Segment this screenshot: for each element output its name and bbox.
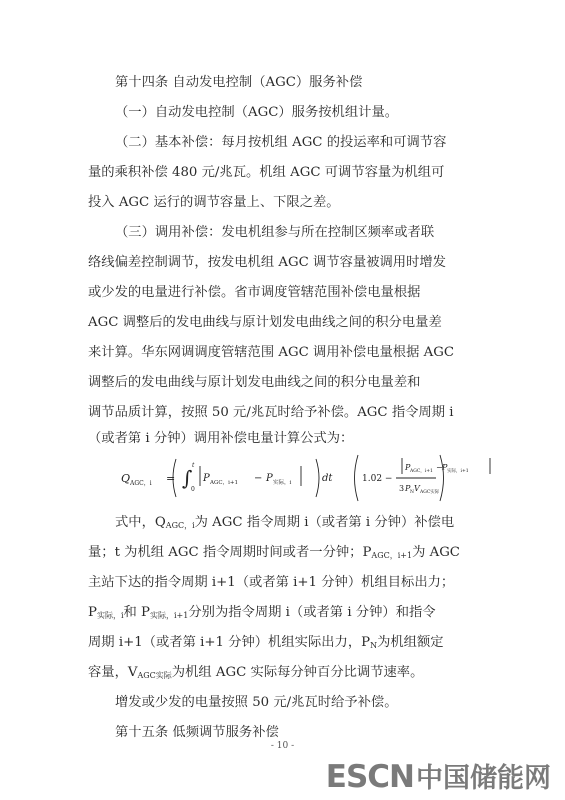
formula-denominator-three: 3	[399, 484, 405, 493]
formula-integral-sign: ∫	[182, 466, 193, 490]
explanation-line-3: 主站下达的指令周期 i+1（或者第 i+1 分钟）机组目标出力；	[88, 575, 455, 590]
formula-p-actual-subscript: 实际，i	[273, 480, 292, 486]
formula-num-p-agc: P	[405, 463, 411, 472]
explanation-line-1	[115, 513, 515, 536]
explanation-line-6-subscript: AGC实际	[137, 671, 172, 680]
article-14-item-3-line-3: 或少发的电量进行补偿。省市调度管辖范围补偿电量根据	[88, 285, 421, 300]
explanation-line-4-subscript-1: 实际，i	[96, 611, 124, 620]
explanation-line-2-text-a: 量；t 为机组 AGC 指令周期时间或者一分钟；P	[88, 545, 372, 560]
explanation-line-5-text-b: 为机组额定	[377, 635, 444, 650]
formula-equals: =	[166, 472, 176, 485]
article-15-title: 第十五条 低频调节服务补偿	[115, 725, 279, 740]
formula-denominator-v-subscript: AGC实际	[420, 490, 440, 495]
article-14-item-3-line-5: 来计算。华东网调调度管辖范围 AGC 调用补偿电量根据 AGC	[88, 345, 455, 360]
explanation-line-5-text-a: 周期 i+1（或者第 i+1 分钟）机组实际出力，P	[88, 635, 371, 650]
explanation-line-4-subscript-2: 实际，i+1	[150, 611, 189, 620]
formula-p-actual: P	[266, 473, 273, 484]
compensation-formula-graphic	[118, 450, 469, 506]
article-14-title: 第十四条 自动发电控制（AGC）服务补偿	[115, 75, 363, 90]
formula-p-agc: P	[203, 473, 210, 484]
explanation-line-6	[88, 663, 488, 686]
explanation-line-4	[88, 603, 488, 626]
article-14-item-2-line-2: 量的乘积补偿 480 元/兆瓦。机组 AGC 可调节容量为机组可	[88, 165, 445, 180]
explanation-line-4-text-a: P	[88, 605, 97, 620]
explanation-line-6-text-b: 为机组 AGC 实际每分钟百分比调节速率。	[171, 665, 424, 680]
formula-lower-limit: 0	[191, 486, 195, 493]
escn-watermark-logo	[325, 756, 551, 795]
formula-denominator-p-subscript: N	[410, 490, 414, 495]
formula-dt: dt	[322, 473, 333, 484]
watermark-cjk: 中国储能网	[416, 763, 551, 794]
article-14-item-3-line-2: 络线偏差控制调节，按发电机组 AGC 调节容量被调用时增发	[88, 255, 446, 270]
article-14-item-3-line-7: 调节品质计算，按照 50 元/兆瓦时给予补偿。AGC 指令周期 i	[88, 405, 454, 420]
compensation-formula	[118, 450, 469, 506]
formula-num-p-actual-subscript: 实际，i+1	[447, 469, 469, 474]
article-14-item-4: 增发或少发的电量按照 50 元/兆瓦时给予补偿。	[115, 695, 398, 710]
formula-denominator-v: V	[414, 484, 420, 493]
explanation-line-1-text-b: 为 AGC 指令周期 i（或者第 i 分钟）补偿电	[194, 515, 455, 530]
formula-q-subscript: AGC，i	[130, 480, 152, 487]
explanation-line-2-subscript: AGC，i+1	[371, 551, 413, 560]
formula-denominator-p: P	[405, 484, 411, 493]
watermark-latin: ESCN	[325, 759, 414, 795]
formula-num-p-agc-subscript: AGC，i+1	[410, 469, 433, 474]
formula-minus-2: −	[436, 463, 443, 472]
formula-q: Q	[121, 472, 131, 485]
explanation-line-5-subscript: N	[370, 641, 378, 650]
article-14-item-3-line-4: AGC 调整后的发电曲线与原计划发电曲线之间的积分电量差	[88, 315, 442, 330]
article-14-item-3-line-8: （或者第 i 分钟）调用补偿电量计算公式为：	[88, 431, 354, 446]
explanation-line-2	[88, 543, 488, 566]
formula-p-agc-subscript: AGC，i+1	[210, 480, 238, 486]
explanation-line-4-text-c: 分别为指令周期 i（或者第 i 分钟）和指令	[188, 605, 436, 620]
page-number: - 10 -	[270, 741, 295, 751]
article-14-item-2-line-3: 投入 AGC 运行的调节容量上、下限之差。	[88, 195, 340, 210]
article-14-item-1: （一）自动发电控制（AGC）服务按机组计量。	[115, 105, 399, 120]
explanation-line-6-text-a: 容量，V	[88, 665, 138, 680]
formula-num-p-actual: P	[442, 463, 448, 472]
explanation-line-5	[88, 633, 488, 656]
explanation-line-1-subscript: AGC，i	[165, 521, 195, 530]
formula-constant: 1.02 −	[362, 474, 393, 484]
article-14-item-2-line-1: （二）基本补偿：每月按机组 AGC 的投运率和可调节容	[115, 135, 447, 150]
formula-upper-limit: t	[192, 462, 195, 469]
explanation-line-1-text-a: 式中，Q	[115, 515, 166, 530]
explanation-line-2-text-b: 为 AGC	[412, 545, 460, 560]
article-14-item-3-line-1: （三）调用补偿：发电机组参与所在控制区频率或者联	[115, 225, 435, 240]
explanation-line-4-text-b: 和 P	[123, 605, 150, 620]
formula-minus-1: −	[254, 473, 263, 484]
article-14-item-3-line-6: 调整后的发电曲线与原计划发电曲线之间的积分电量差和	[88, 375, 421, 390]
